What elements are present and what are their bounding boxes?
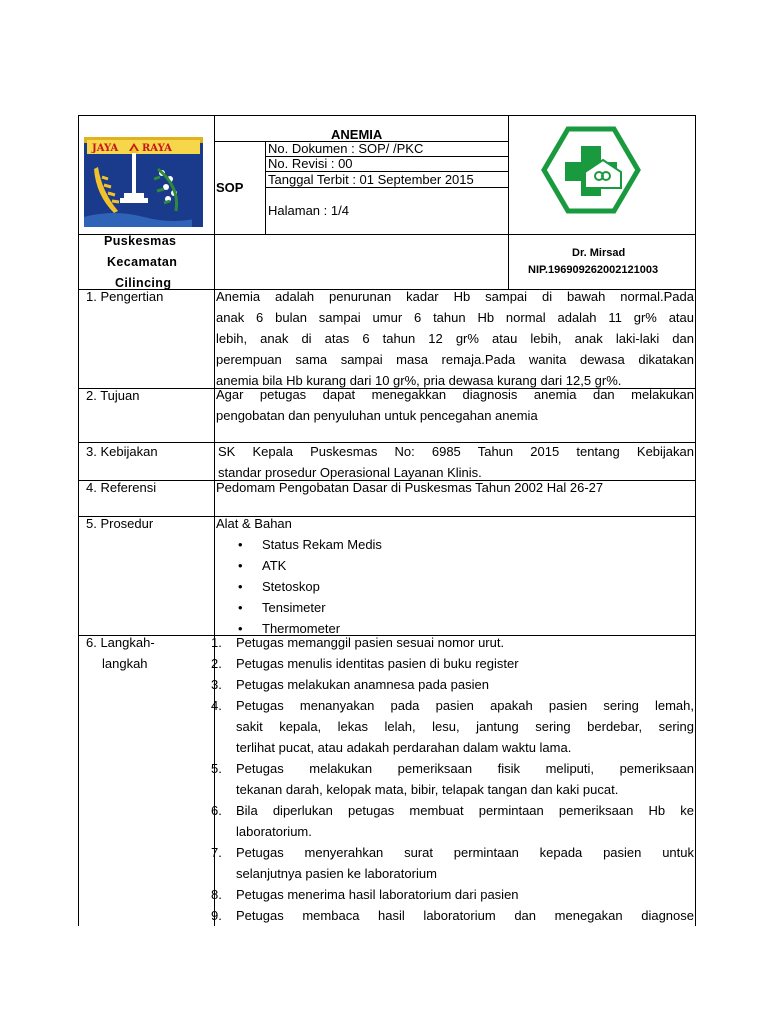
section-label-pengertian: 1. Pengertian	[86, 289, 164, 304]
equipment-list	[238, 534, 382, 639]
list-item: 2. Petugas menulis identitas pasien di buku register	[211, 656, 519, 671]
doc-number: No. Dokumen : SOP/ /PKC	[268, 141, 424, 156]
puskesmas-logo	[541, 126, 641, 214]
table-border	[695, 115, 696, 926]
list-item: • ATK	[238, 555, 382, 576]
org-name-line1: Puskesmas	[104, 234, 177, 248]
page-number: Halaman : 1/4	[268, 203, 349, 218]
table-border	[78, 115, 696, 116]
jaya-raya-logo	[84, 137, 203, 227]
section-label-referensi: 4. Referensi	[86, 480, 157, 495]
list-item: • Tensimeter	[238, 597, 382, 618]
list-item: 3. Petugas melakukan anamnesa pada pasien	[211, 677, 489, 692]
section-label-langkah: 6. Langkah-	[86, 635, 155, 650]
list-item: 7. Petugas menyerahkan surat permintaan kepada pasien untuk selanjutnya pasien ke laboratorium	[211, 845, 694, 881]
table-border	[78, 516, 696, 517]
logo-text: JAYA	[92, 143, 119, 154]
section-label-kebijakan: 3. Kebijakan	[86, 444, 158, 459]
issue-date: Tanggal Terbit : 01 September 2015	[268, 172, 474, 187]
list-item: • Status Rekam Medis	[238, 534, 382, 555]
list-item: 6. Bila diperlukan petugas membuat permintaan pemeriksaan Hb ke laboratorium.	[211, 803, 694, 839]
table-border	[78, 115, 79, 926]
section-body-tujuan: Agar petugas dapat menegakkan diagnosis anemia dan melakukan pengobatan dan penyuluhan untuk pencegahan anemia	[216, 387, 694, 423]
signer-name: Dr. Mirsad	[572, 247, 626, 259]
section-label-tujuan: 2. Tujuan	[86, 388, 140, 403]
section-body-referensi: Pedomam Pengobatan Dasar di Puskesmas Tahun 2002 Hal 26-27	[216, 480, 604, 495]
list-item: 8. Petugas menerima hasil laboratorium dari pasien	[211, 887, 519, 902]
org-name-line2: Kecamatan	[107, 255, 178, 269]
svg-text:RAYA: RAYA	[142, 143, 172, 154]
section-label-prosedur: 5. Prosedur	[86, 516, 154, 531]
revision-number: No. Revisi : 00	[268, 156, 353, 171]
section-label-langkah-cont: langkah	[102, 656, 148, 671]
list-item: 5. Petugas melakukan pemeriksaan fisik meliputi, pemeriksaan tekanan darah, kelopak mata, bibir, telapak tangan dan kaki pucat.	[211, 761, 694, 797]
list-item: • Stetoskop	[238, 576, 382, 597]
steps-list	[211, 632, 694, 926]
org-name-line3: Cilincing	[115, 276, 172, 290]
list-item: 9. Petugas membaca hasil laboratorium dan menegakan diagnose	[211, 908, 694, 923]
document-title: ANEMIA	[331, 127, 383, 142]
section-body-pengertian: Anemia adalah penurunan kadar Hb sampai di bawah normal.Pada anak 6 bulan sampai umur 6 tahun Hb normal adalah 11 gr% atau lebih, anak di atas 6 tahun 12 gr% atau lebih, anak laki-laki dan perempuan sama sampai masa remaja.Pada wanita dewasa dikatakan anemia bila Hb kurang dari 10 gr%, pria dewasa kurang dari 12,5 gr%.	[216, 289, 694, 388]
list-item: 1. Petugas memanggil pasien sesuai nomor urut.	[211, 635, 505, 650]
list-item: • Thermometer	[238, 618, 382, 639]
section-body-kebijakan: SK Kepala Puskesmas No: 6985 Tahun 2015 tentang Kebijakan standar prosedur Operasional Layanan Klinis.	[218, 444, 694, 480]
sop-label: SOP	[216, 180, 244, 195]
signer-nip: NIP.196909262002121003	[528, 264, 659, 276]
prosedur-heading: Alat & Bahan	[216, 516, 292, 531]
list-item: 4. Petugas menanyakan pada pasien apakah pasien sering lemah, sakit kepala, lekas lelah, lesu, jantung sering berdebar, sering terlihat pucat, atau adakah perdarahan dalam waktu lama.	[211, 698, 694, 755]
